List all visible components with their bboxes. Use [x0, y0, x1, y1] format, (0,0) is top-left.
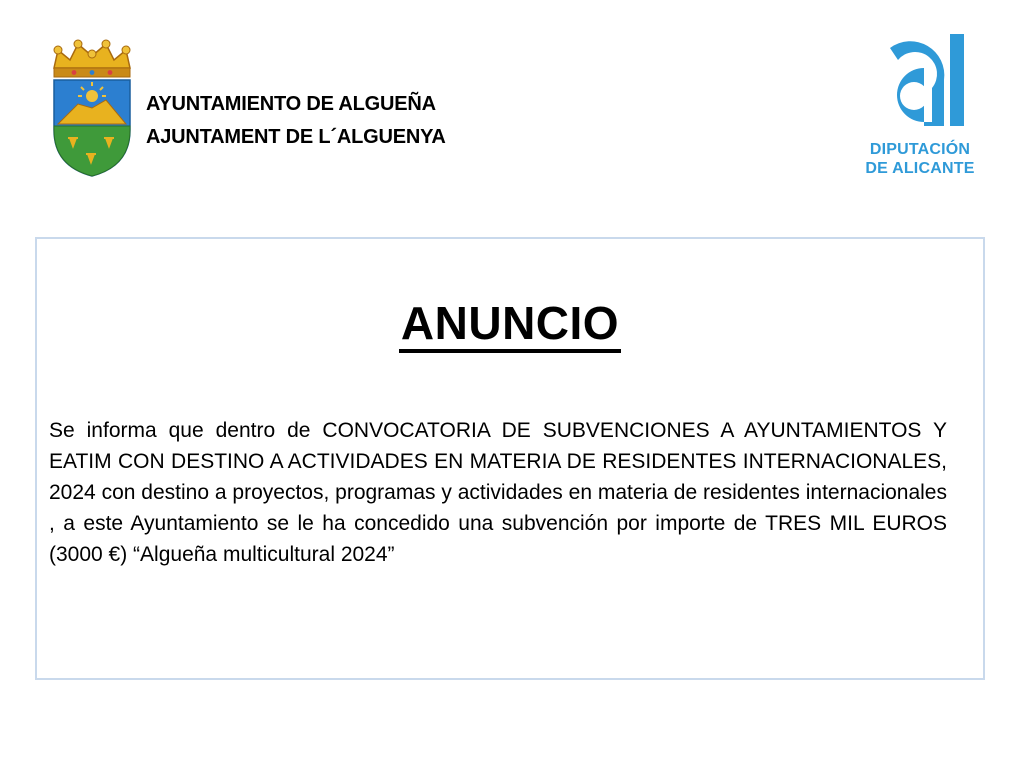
council-name-va: AJUNTAMENT DE L´ALGUENYA	[146, 126, 446, 148]
diputacion-text-line2: DE ALICANTE	[865, 160, 975, 177]
notice-title-wrap	[37, 295, 983, 351]
notice-body: Se informa que dentro de CONVOCATORIA DE SUBVENCIONES A AYUNTAMIENTOS Y EATIM CON DESTINO A ACTIVIDADES EN MATERIA DE RESIDENTES INTERNACIONALES, 2024 con destino a proyectos, programas y actividades en materia de residentes internacionales , a este Ayuntamiento se le ha concedido una subvención por importe de TRES MIL EUROS (3000 €) “Algueña multicultural 2024”	[49, 419, 947, 566]
diputacion-logo	[860, 30, 980, 180]
diputacion-alicante-logo-icon	[868, 30, 972, 134]
diputacion-text	[860, 140, 980, 178]
notice-panel	[35, 237, 985, 680]
coat-of-arms-icon	[44, 38, 140, 178]
council-name-es: AYUNTAMIENTO DE ALGUEÑA	[146, 93, 436, 115]
council-name	[146, 88, 446, 154]
notice-title: ANUNCIO	[399, 297, 621, 353]
diputacion-text-line1: DIPUTACIÓN	[869, 141, 971, 158]
